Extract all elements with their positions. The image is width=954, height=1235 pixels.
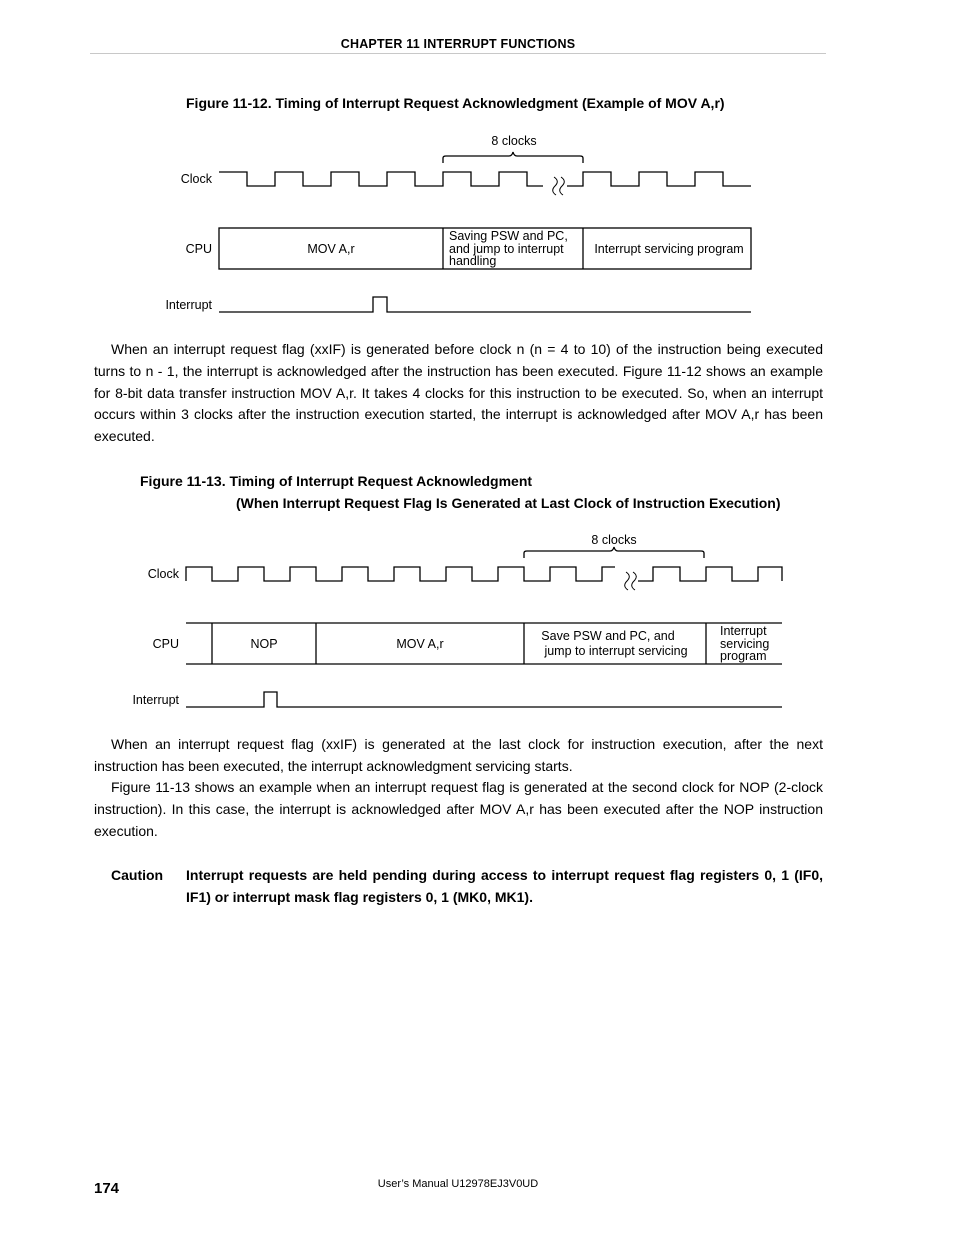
- manual-id: User’s Manual U12978EJ3V0UD: [377, 1178, 539, 1190]
- fig13-cpu-nop: NOP: [250, 637, 278, 651]
- fig13-row-clock: Clock: [147, 567, 179, 581]
- fig12-interrupt-waveform: [219, 297, 751, 312]
- caution-text: Interrupt requests are held pending during access to interrupt request flag registers 0, 1 (IF0, IF1) or interrupt mask flag registers 0, 1 (MK0, MK1).: [186, 867, 823, 905]
- fig13-cpu-isr-2: servicing: [720, 637, 770, 651]
- paragraph-2: When an interrupt request flag (xxIF) is generated at the last clock for instruction execution, after the next instruction has been executed, the interrupt acknowledgment servicing starts.: [94, 736, 823, 774]
- paragraph-3: Figure 11-13 shows an example when an interrupt request flag is generated at the second clock for NOP (2-clock instruction). In this case, the interrupt is acknowledged after MOV A,r has been executed after the NOP instruction execution.: [94, 779, 823, 839]
- caution-label: Caution: [111, 867, 164, 883]
- figure-11-12-title: Figure 11-12. Timing of Interrupt Request Acknowledgment (Example of MOV A,r): [186, 95, 725, 111]
- fig13-cpu-save-2: jump to interrupt servicing: [544, 644, 688, 658]
- fig12-row-clock: Clock: [180, 172, 212, 186]
- page-number: 174: [94, 1180, 120, 1197]
- fig13-clocks-brace: [524, 547, 704, 558]
- fig13-clocks-label: 8 clocks: [591, 533, 637, 547]
- fig12-cpu-saving-1: Saving PSW and PC,: [449, 229, 568, 243]
- fig12-clocks-label: 8 clocks: [491, 134, 537, 148]
- fig12-cpu-isr: Interrupt servicing program: [594, 242, 744, 256]
- fig12-cpu-mov: MOV A,r: [307, 242, 355, 256]
- fig13-clock-waveform: [186, 567, 615, 581]
- fig12-row-interrupt: Interrupt: [165, 298, 212, 312]
- fig12-cpu-saving-2: and jump to interrupt: [449, 242, 564, 256]
- figure-11-13-title-line1: Figure 11-13. Timing of Interrupt Request Acknowledgment: [140, 473, 533, 489]
- fig12-break-mark: [553, 177, 565, 195]
- figure-11-13-title-line2: (When Interrupt Request Flag Is Generated at Last Clock of Instruction Execution): [236, 495, 781, 511]
- fig13-cpu-isr-3: program: [720, 649, 767, 663]
- fig13-cpu-mov: MOV A,r: [396, 637, 444, 651]
- fig13-row-cpu: CPU: [152, 637, 179, 651]
- fig13-row-interrupt: Interrupt: [132, 693, 179, 707]
- fig13-break-mark: [625, 572, 637, 590]
- fig13-interrupt-waveform: [186, 692, 782, 707]
- chapter-header: CHAPTER 11 INTERRUPT FUNCTIONS: [340, 37, 576, 51]
- fig13-cpu-save-1: Save PSW and PC, and: [541, 629, 675, 643]
- fig12-clock-waveform: [219, 172, 543, 186]
- fig12-cpu-saving-3: handling: [449, 254, 497, 268]
- paragraph-1: When an interrupt request flag (xxIF) is generated before clock n (n = 4 to 10) of the instruction being executed turns to n - 1, the interrupt is acknowledged after the instruction has been executed. Figure 11-12 shows an example for 8-bit data transfer instruction MOV A,r. It takes 4 clocks for this instruction to be executed. So, when an interrupt occurs within 3 clocks after the instruction execution started, the interrupt is acknowledged after MOV A,r has been executed.: [94, 341, 823, 445]
- fig12-clocks-brace: [443, 152, 583, 163]
- fig12-row-cpu: CPU: [185, 242, 212, 256]
- fig13-cpu-isr-1: Interrupt: [720, 624, 767, 638]
